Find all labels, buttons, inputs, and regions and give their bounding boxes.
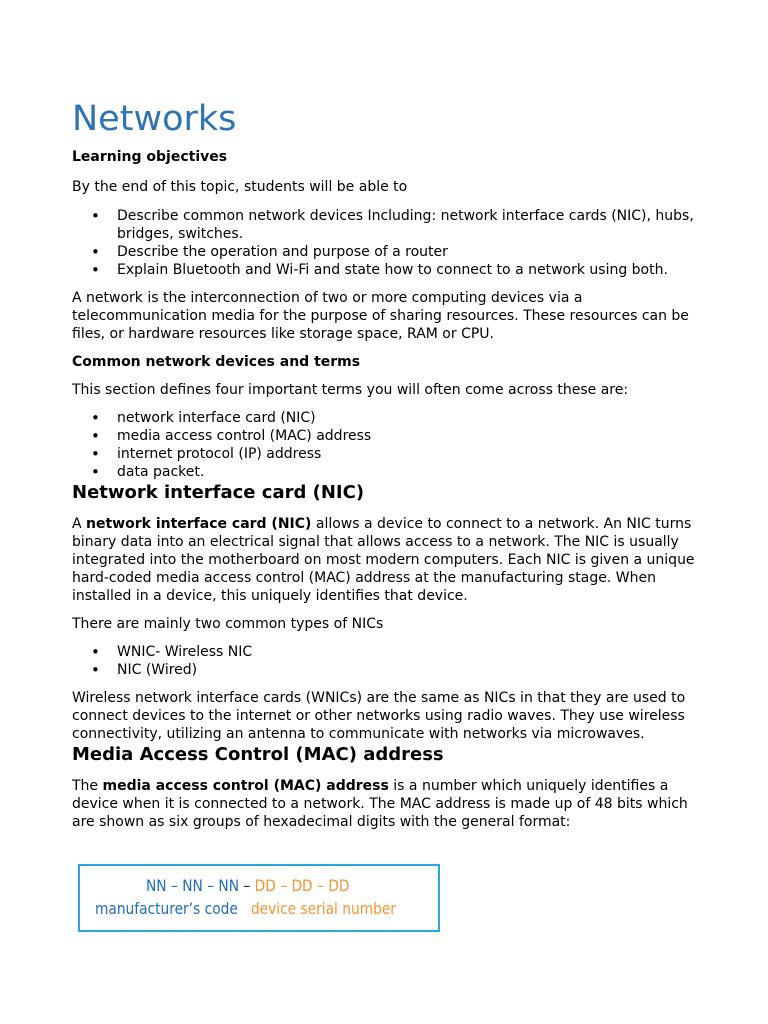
list-item: • Describe common network devices Including: network interface cards (NIC), hubs, bridges, switches. (72, 207, 702, 243)
list-item: • network interface card (NIC) (72, 409, 702, 427)
text-span: The (72, 778, 103, 794)
text-span: allows a device to connect to a network. An NIC turns binary data into an electrical signal that allows access to a network. The NIC is usually integrated into the motherboard on most modern computers. Each NIC is given a unique hard-coded media access control (MAC) address at the manufacturing stage. When installed in a device, this uniquely identifies that device. (72, 516, 695, 604)
list-item: • NIC (Wired) (72, 661, 702, 679)
mac-format-diagram (78, 864, 440, 932)
nic-types-list (72, 643, 702, 679)
text-span: A (72, 516, 87, 532)
mac-paragraph (72, 777, 702, 831)
mac-heading: Media Access Control (MAC) address (72, 744, 444, 765)
bold-term: media access control (MAC) address (102, 778, 389, 794)
list-item: • Describe the operation and purpose of a router (72, 243, 702, 261)
serial-number-label: device serial number (250, 899, 396, 918)
list-item: • WNIC- Wireless NIC (72, 643, 702, 661)
learning-intro: By the end of this topic, students will be able to (72, 179, 408, 195)
list-item: • Explain Bluetooth and Wi-Fi and state how to connect to a network using both. (72, 261, 702, 279)
nic-paragraph (72, 515, 702, 605)
wnic-paragraph: Wireless network interface cards (WNICs) are the same as NICs in that they are used to connect devices to the internet or other networks using radio waves. They use wireless connectivity, utilizing an antenna to communicate with networks via microwaves. (72, 690, 686, 742)
mac-labels-row (95, 899, 396, 918)
bold-term: network interface card (NIC) (86, 516, 312, 532)
mac-format-row (146, 876, 349, 895)
learning-objectives-list (72, 207, 702, 279)
text-span: is a number which uniquely identifies a device when it is connected to a network. The MAC address is made up of 48 bits which are shown as six groups of hexadecimal digits with the general format: (72, 778, 688, 830)
separator: – (239, 876, 255, 895)
page-title: Networks (72, 99, 237, 139)
manufacturer-code-label: manufacturer’s code (95, 899, 238, 918)
list-item: • internet protocol (IP) address (72, 445, 702, 463)
list-item: • media access control (MAC) address (72, 427, 702, 445)
nic-heading: Network interface card (NIC) (72, 482, 365, 503)
common-devices-heading: Common network devices and terms (72, 354, 361, 370)
common-intro: This section defines four important terms you will often come across these are: (72, 382, 629, 398)
learning-objectives-heading: Learning objectives (72, 149, 228, 165)
serial-number-digits: DD – DD – DD (254, 876, 350, 895)
list-item: • data packet. (72, 463, 702, 481)
network-definition: A network is the interconnection of two or more computing devices via a telecommunication media for the purpose of sharing resources. These resources can be files, or hardware resources like storage space, RAM or CPU. (72, 290, 689, 342)
common-terms-list (72, 409, 702, 481)
document-page (72, 96, 702, 831)
manufacturer-code-digits: NN – NN – NN (146, 876, 240, 895)
nic-types-intro: There are mainly two common types of NICs (72, 616, 384, 632)
